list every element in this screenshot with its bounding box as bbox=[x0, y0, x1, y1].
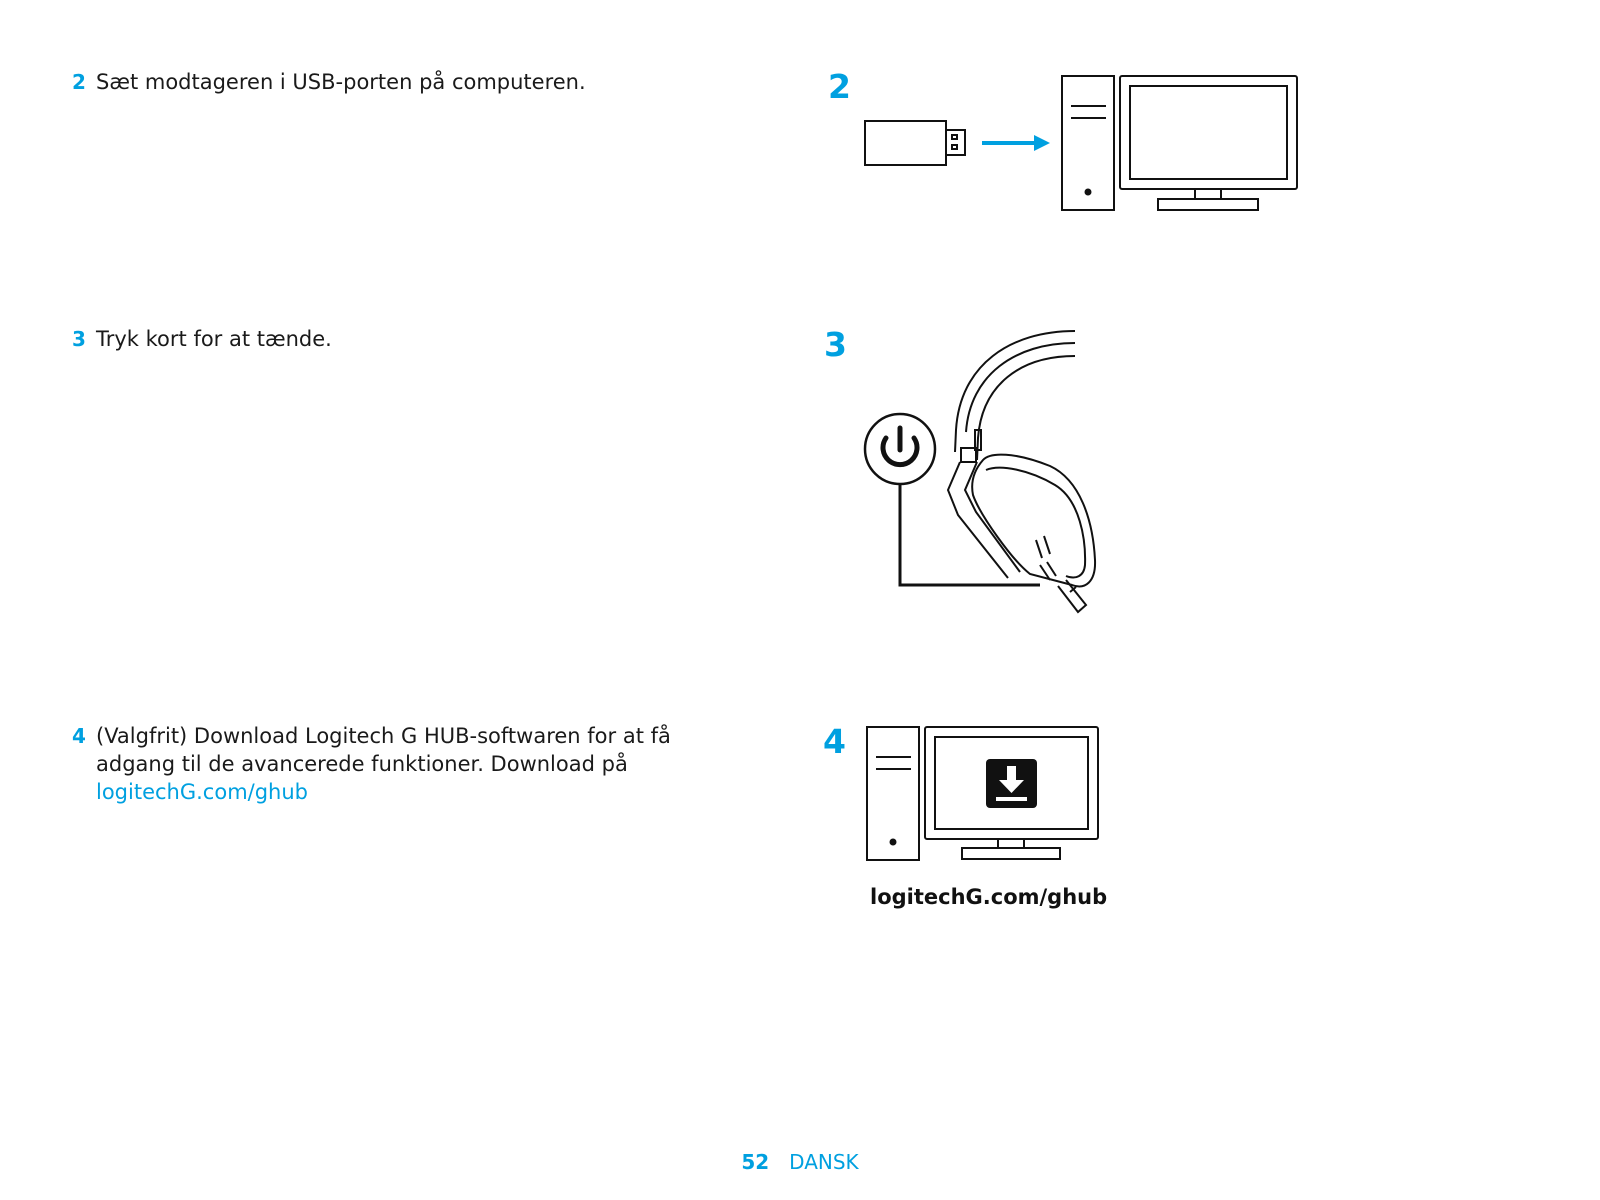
step-number: 3 bbox=[72, 327, 86, 351]
computer-icon bbox=[867, 727, 1098, 860]
step-number: 2 bbox=[72, 70, 86, 94]
step-number: 4 bbox=[72, 724, 86, 748]
figure-2-number: 2 bbox=[828, 67, 851, 106]
figure-3-number: 3 bbox=[824, 325, 847, 364]
page-number: 52 bbox=[741, 1150, 770, 1174]
step-text: Sæt modtageren i USB-porten på computeren. bbox=[96, 70, 586, 94]
figure-4-caption[interactable]: logitechG.com/ghub bbox=[870, 885, 1108, 909]
step-text: (Valgfrit) Download Logitech G HUB-softwaren for at få adgang til de avancerede funktioner. Download på bbox=[96, 724, 671, 776]
download-icon bbox=[986, 759, 1037, 808]
step-text: Tryk kort for at tænde. bbox=[96, 327, 332, 351]
figure-4-number: 4 bbox=[823, 722, 846, 761]
language-label: DANSK bbox=[789, 1150, 859, 1174]
ghub-link[interactable]: logitechG.com/ghub bbox=[96, 780, 309, 804]
page-footer bbox=[0, 1150, 1600, 1174]
